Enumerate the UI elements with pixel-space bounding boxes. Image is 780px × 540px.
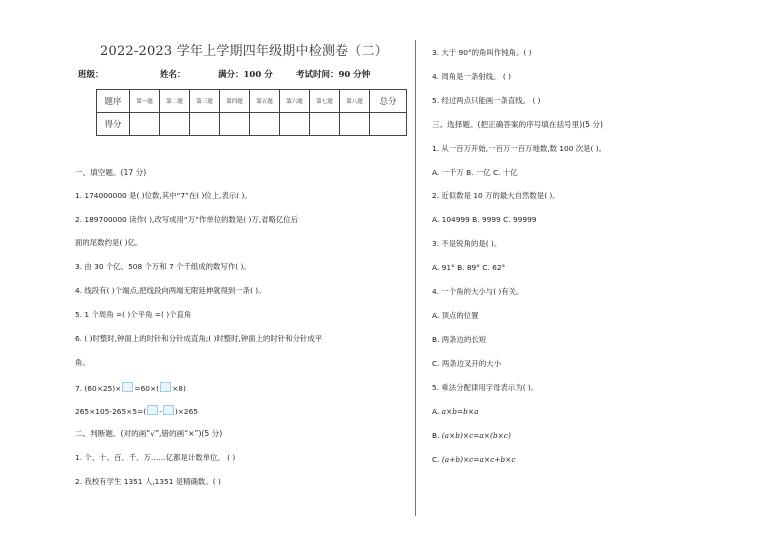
choice-question-4: 4. 一个角的大小与( )有关。 — [432, 287, 524, 296]
choice-question-3: 3. 不是锐角的是( )。 — [432, 239, 502, 248]
fill-question-3: 3. 由 30 个亿、508 个万和 7 个千组成的数写作( )。 — [75, 262, 251, 271]
score-table-cell: 总分 — [370, 90, 407, 113]
choice-question-4-option-c: C. 两条边叉开的大小 — [432, 359, 501, 368]
answer-box[interactable] — [147, 405, 158, 415]
score-table-cell: 第八题 — [340, 90, 370, 113]
fill-question-7-line-1 — [75, 382, 186, 394]
score-cell[interactable] — [220, 113, 250, 136]
fill-question-5: 5. 1 个周角 =( )个平角 =( )个直角 — [75, 310, 192, 319]
fill-question-2-line-1: 2. 189700000 读作( ),改写成用“万”作单位的数是( )万,省略亿位后 — [75, 215, 299, 224]
choice-question-5-option-c — [432, 455, 515, 465]
judge-question-1: 1. 个、十、百、千、万……亿都是计数单位。 ( ) — [75, 453, 236, 462]
option-formula: (a+b)×c=a×c+b×c — [441, 455, 516, 464]
section-3-title: 三、选择题。(把正确答案的序号填在括号里)(5 分) — [432, 120, 603, 129]
score-cell[interactable] — [340, 113, 370, 136]
judge-question-2: 2. 我校有学生 1351 人,1351 是精确数。( ) — [75, 477, 221, 486]
score-table-header-row — [97, 90, 407, 113]
score-cell[interactable] — [280, 113, 310, 136]
score-table — [96, 89, 407, 136]
judge-question-4: 4. 周角是一条射线。 ( ) — [432, 72, 511, 81]
q7-text-c: ×8) — [172, 384, 186, 393]
option-label: A. — [432, 407, 442, 416]
option-label: C. — [432, 455, 442, 464]
fill-question-2-line-2: 面的尾数约是( )亿。 — [75, 238, 143, 247]
score-table-cell: 题序 — [97, 90, 130, 113]
fill-question-4: 4. 线段有( )个端点,把线段向两端无限延伸就得到一条( )。 — [75, 286, 266, 295]
score-table-cell: 第七题 — [310, 90, 340, 113]
option-formula: a×b=b×a — [441, 407, 479, 416]
choice-question-1: 1. 从一百万开始,一百万一百万地数,数 100 次是( )。 — [432, 144, 607, 153]
choice-question-3-options: A. 91° B. 89° C. 62° — [432, 263, 506, 272]
section-1-title: 一、填空题。(17 分) — [75, 168, 147, 177]
fill-question-1: 1. 174000000 是( )位数,其中“7”在( )位上,表示( )。 — [75, 191, 252, 200]
choice-question-4-option-a: A. 顶点的位置 — [432, 311, 479, 320]
option-formula: (a×b)×c=a×(b×c) — [441, 431, 511, 440]
answer-box[interactable] — [160, 382, 171, 392]
exam-title: 2022-2023 学年上学期四年级期中检测卷（二） — [100, 44, 388, 59]
choice-question-4-option-b: B. 两条边的长短 — [432, 335, 487, 344]
exam-time-label: 考试时间：90 分钟 — [296, 70, 371, 80]
choice-question-2-options: A. 104999 B. 9999 C. 99999 — [432, 215, 537, 224]
score-table-score-row — [97, 113, 407, 136]
score-cell[interactable] — [250, 113, 280, 136]
choice-question-5-option-a — [432, 407, 478, 417]
score-table-cell: 第二题 — [160, 90, 190, 113]
option-label: B. — [432, 431, 442, 440]
score-table-cell: 第四题 — [220, 90, 250, 113]
score-cell[interactable] — [370, 113, 407, 136]
fill-question-6-line-2: 角。 — [75, 358, 90, 367]
name-label: 姓名： — [160, 70, 186, 80]
full-score-label: 满分：100 分 — [218, 70, 273, 80]
fill-question-6-line-1: 6. ( )时整时,钟面上的时针和分针成直角;( )时整时,钟面上的时针和分针成平 — [75, 334, 323, 343]
score-cell[interactable] — [160, 113, 190, 136]
score-table-cell: 第五题 — [250, 90, 280, 113]
score-table-cell: 第六题 — [280, 90, 310, 113]
answer-box[interactable] — [122, 382, 133, 392]
q7-text-b: =60×( — [134, 384, 160, 393]
choice-question-1-options: A. 一千万 B. 一亿 C. 十亿 — [432, 168, 518, 177]
score-table-cell: 第一题 — [130, 90, 160, 113]
q7-text-d: 265×105-265×5=( — [75, 407, 147, 416]
choice-question-5-option-b — [432, 431, 511, 441]
section-2-title: 二、判断题。(对的画“√”,错的画“×”)(5 分) — [75, 429, 223, 438]
score-cell[interactable] — [310, 113, 340, 136]
score-row-label: 得分 — [97, 113, 130, 136]
answer-box[interactable] — [163, 405, 174, 415]
score-table-cell: 第三题 — [190, 90, 220, 113]
judge-question-3: 3. 大于 90°的角叫作钝角。( ) — [432, 48, 532, 57]
score-cell[interactable] — [130, 113, 160, 136]
score-cell[interactable] — [190, 113, 220, 136]
q7-text-f: )×265 — [174, 407, 199, 416]
choice-question-2: 2. 近似数是 10 万的最大自然数是( )。 — [432, 191, 560, 200]
judge-question-5: 5. 经过两点只能画一条直线。 ( ) — [432, 96, 541, 105]
q7-text-e: - — [159, 407, 162, 416]
class-label: 班级： — [78, 70, 104, 80]
choice-question-5: 5. 乘法分配律用字母表示为( )。 — [432, 383, 539, 392]
q7-text-a: 7. (60×25)× — [75, 384, 122, 393]
column-divider — [415, 40, 416, 516]
fill-question-7-line-2 — [75, 405, 198, 417]
